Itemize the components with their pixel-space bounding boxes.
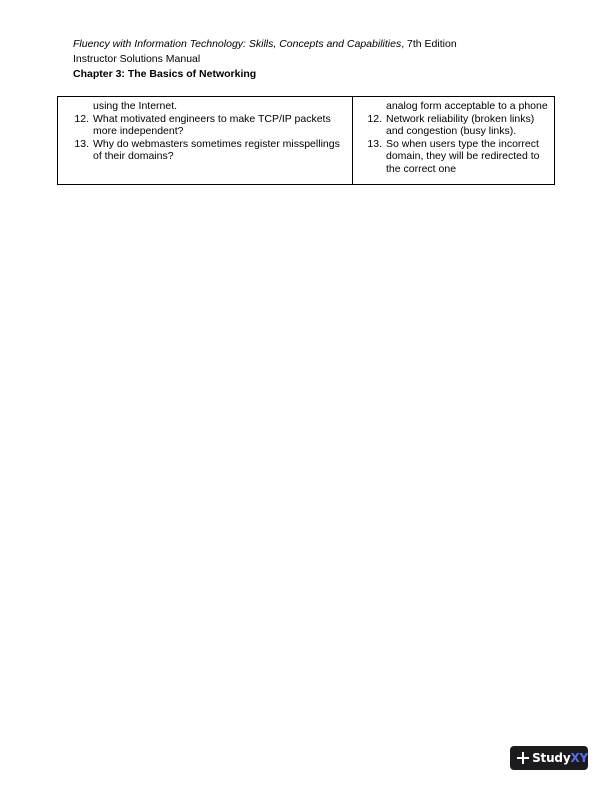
book-title-line [73, 37, 457, 52]
logo-text-accent: XY [570, 751, 588, 765]
question-continuation: using the Internet. [93, 100, 178, 112]
plus-icon [517, 752, 527, 764]
question-item [58, 113, 348, 138]
question-item [58, 138, 348, 163]
answer-item [353, 113, 550, 138]
answers-column [353, 97, 554, 184]
answer-text: Network reliability (broken links) and congestion (busy links). [386, 112, 535, 138]
question-text: Why do webmasters sometimes register misspellings of their domains? [93, 137, 340, 163]
logo-text [532, 751, 588, 765]
studyxy-logo[interactable] [510, 746, 588, 770]
question-number: 12. [74, 112, 89, 125]
answer-text: So when users type the incorrect domain, they will be redirected to the correct one [386, 137, 540, 175]
question-text: What motivated engineers to make TCP/IP packets more independent? [93, 112, 331, 138]
answer-number: 13. [367, 137, 382, 150]
logo-text-main: Study [532, 751, 571, 765]
book-title: Fluency with Information Technology: Skills, Concepts and Capabilities [73, 38, 402, 50]
answer-item [353, 138, 550, 176]
edition: , 7th Edition [401, 38, 457, 50]
questions-column [58, 97, 353, 184]
answer-number: 12. [367, 112, 382, 125]
question-number: 13. [74, 137, 89, 150]
qa-table [57, 96, 555, 185]
answer-continuation: analog form acceptable to a phone [386, 100, 548, 112]
manual-title: Instructor Solutions Manual [73, 53, 201, 65]
page-header [73, 37, 457, 82]
chapter-title: Chapter 3: The Basics of Networking [73, 68, 257, 80]
